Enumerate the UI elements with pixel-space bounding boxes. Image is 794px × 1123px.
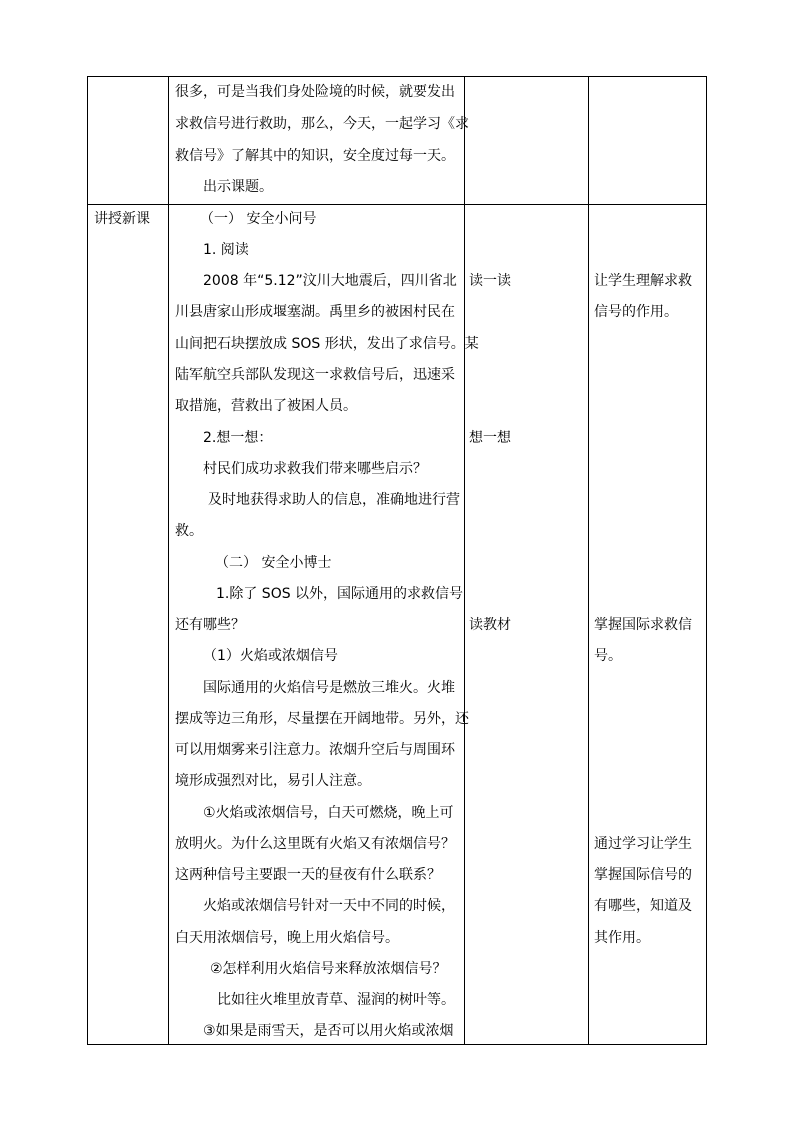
student-activity: 想一想 bbox=[469, 430, 511, 446]
content-line: 比如往火堆里放青草、湿润的树叶等。 bbox=[217, 992, 455, 1008]
student-activity: 读教材 bbox=[469, 617, 511, 633]
content-line: 村民们成功求救我们带来哪些启示？ bbox=[203, 461, 427, 477]
content-line: 1. 阅读 bbox=[203, 242, 249, 258]
content-line: 取措施，营救出了被困人员。 bbox=[175, 398, 357, 414]
content-line: 境形成强烈对比，易引人注意。 bbox=[175, 773, 371, 789]
content-line: 2008 年“5.12”汶川大地震后，四川省北 bbox=[203, 273, 457, 289]
design-intent: 让学生理解求救 bbox=[594, 273, 692, 289]
content-line: 山间把石块摆放成 SOS 形状，发出了求信号。某 bbox=[175, 336, 479, 352]
content-line: 很多，可是当我们身处险境的时候，就要发出 bbox=[175, 84, 455, 100]
column-divider bbox=[464, 77, 465, 1044]
design-intent: 号。 bbox=[594, 648, 622, 664]
content-line: 火焰或浓烟信号针对一天中不同的时候， bbox=[203, 898, 455, 914]
design-intent: 有哪些，知道及 bbox=[594, 898, 692, 914]
row-divider bbox=[88, 204, 706, 205]
design-intent: 信号的作用。 bbox=[594, 304, 678, 320]
content-line: 救。 bbox=[175, 523, 203, 539]
content-line: 陆军航空兵部队发现这一求救信号后，迅速采 bbox=[175, 367, 455, 383]
stage-label: 讲授新课 bbox=[94, 211, 150, 227]
content-line: ②怎样利用火焰信号来释放浓烟信号？ bbox=[210, 961, 447, 977]
content-line: 1.除了 SOS 以外，国际通用的求救信号 bbox=[216, 586, 464, 602]
content-line: 国际通用的火焰信号是燃放三堆火。火堆 bbox=[203, 680, 455, 696]
design-intent: 通过学习让学生 bbox=[594, 836, 692, 852]
content-line: ①火焰或浓烟信号，白天可燃烧，晚上可 bbox=[203, 805, 454, 821]
section-heading: （一） 安全小问号 bbox=[200, 211, 317, 227]
content-line: 出示课题。 bbox=[203, 179, 273, 195]
content-line: 这两种信号主要跟一天的昼夜有什么联系？ bbox=[175, 867, 441, 883]
column-divider bbox=[168, 77, 169, 1044]
content-line: 川县唐家山形成堰塞湖。禹里乡的被困村民在 bbox=[175, 304, 455, 320]
content-line: 及时地获得求助人的信息，准确地进行营 bbox=[208, 492, 460, 508]
content-line: 还有哪些？ bbox=[175, 617, 245, 633]
content-line: 放明火。为什么这里既有火焰又有浓烟信号？ bbox=[175, 836, 455, 852]
content-line: 2.想一想： bbox=[203, 430, 273, 446]
design-intent: 掌握国际信号的 bbox=[594, 867, 692, 883]
column-divider bbox=[588, 77, 589, 1044]
section-heading: （二） 安全小博士 bbox=[215, 555, 332, 571]
content-line: 求救信号进行救助，那么，今天，一起学习《求 bbox=[175, 116, 469, 132]
content-line: （1）火焰或浓烟信号 bbox=[203, 648, 338, 664]
design-intent: 掌握国际求救信 bbox=[594, 617, 692, 633]
content-line: ③如果是雨雪天，是否可以用火焰或浓烟 bbox=[203, 1023, 454, 1039]
content-line: 白天用浓烟信号，晚上用火焰信号。 bbox=[175, 930, 399, 946]
student-activity: 读一读 bbox=[469, 273, 511, 289]
design-intent: 其作用。 bbox=[594, 930, 650, 946]
content-line: 救信号》了解其中的知识，安全度过每一天。 bbox=[175, 148, 455, 164]
content-line: 可以用烟雾来引注意力。浓烟升空后与周围环 bbox=[175, 742, 455, 758]
content-line: 摆成等边三角形，尽量摆在开阔地带。另外，还 bbox=[175, 711, 469, 727]
